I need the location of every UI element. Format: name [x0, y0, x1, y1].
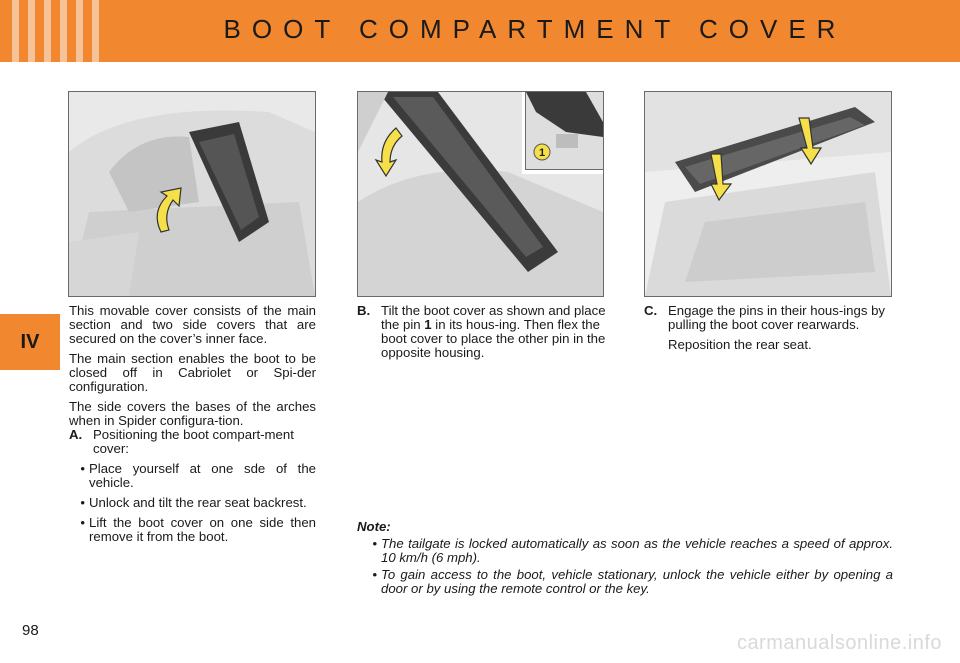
page-header [0, 0, 960, 62]
header-stripe [76, 0, 83, 62]
list-item [69, 496, 316, 510]
header-stripe [44, 0, 51, 62]
step-text-part: in its hous-ing. Then flex the boot cover to place the other pin in the opposite housing. [381, 317, 606, 360]
list-item-text: Lift the boot cover on one side then remove it from the boot. [89, 515, 316, 544]
step-label: C. [644, 303, 658, 318]
photo-step-c [644, 91, 892, 297]
watermark: carmanualsonline.info [736, 632, 942, 654]
photo-step-b-inset [525, 91, 604, 170]
list-item [357, 537, 893, 565]
step-c [644, 304, 894, 352]
callout-number: 1 [538, 147, 546, 159]
chapter-tab: IV [0, 314, 60, 370]
bullet-icon: • [372, 536, 377, 551]
step-b [357, 304, 607, 360]
header-stripe [28, 0, 35, 62]
list-item-text: The tailgate is locked automatically as soon as the vehicle reaches a speed of approx. 10 km/h (6 mph). [381, 536, 893, 565]
pin-number: 1 [424, 317, 432, 332]
list-item [357, 568, 893, 596]
header-stripe [92, 0, 99, 62]
step-text-part: Engage the pins in their hous-ings by pulling the boot cover rearwards. [668, 303, 886, 332]
column-c [644, 304, 894, 352]
step-a [69, 428, 316, 456]
bullet-icon: • [372, 567, 377, 582]
step-label: A. [69, 427, 83, 442]
step-text-part: Reposition the rear seat. [668, 337, 812, 352]
header-stripe [12, 0, 19, 62]
column-b [357, 304, 607, 360]
step-text [668, 304, 894, 352]
page-number: 98 [22, 622, 39, 639]
paragraph: This movable cover consists of the main section and two side covers that are secured on the cover’s inner face. [69, 303, 316, 346]
step-text-part: Tilt the boot cover as shown and place the pin [381, 303, 606, 332]
page-title: BOOT COMPARTMENT COVER [223, 14, 847, 44]
note-title: Note: [357, 519, 391, 534]
step-text: Positioning the boot compart-ment cover: [93, 427, 294, 456]
bullet-icon: • [80, 515, 85, 530]
bullet-icon: • [80, 495, 85, 510]
list-item-text: To gain access to the boot, vehicle stationary, unlock the vehicle either by opening a door or by using the remote control or the key. [381, 567, 893, 596]
list-item-text: Place yourself at one sde of the vehicle. [89, 461, 316, 490]
list-item [69, 462, 316, 490]
note-block [357, 520, 893, 596]
photo-step-a [68, 91, 316, 297]
list-item-text: Unlock and tilt the rear seat backrest. [89, 495, 307, 510]
column-a [69, 304, 316, 544]
paragraph: The main section enables the boot to be closed off in Cabriolet or Spi-der configuration. [69, 351, 316, 394]
bullet-icon: • [80, 461, 85, 476]
paragraph: The side covers the bases of the arches when in Spider configura-tion. [69, 399, 316, 428]
list-item [69, 516, 316, 544]
step-text [381, 304, 607, 360]
header-stripe [60, 0, 67, 62]
step-label: B. [357, 303, 371, 318]
